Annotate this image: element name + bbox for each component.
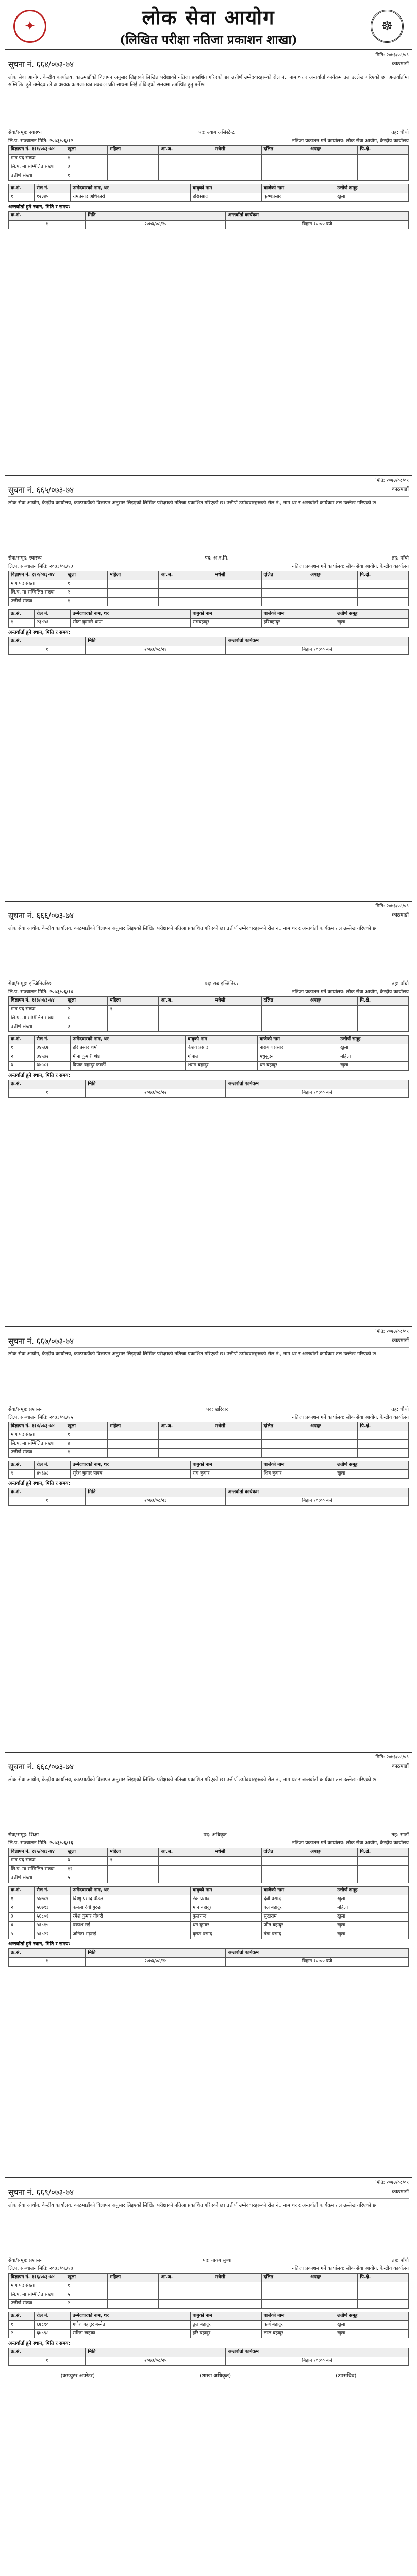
count-row: उत्तीर्ण संख्या १ [9, 172, 409, 181]
count-row: माग पद संख्या १ [9, 1431, 409, 1440]
candidate-table: क्र.सं. रोल नं. उम्मेदवारको नाम, थर बाबुको नाम बाजेको नाम उत्तीर्ण समूह १ २३४५६ सीता कुमारी थापा रामबहादुर हरिबहादुर खुला [8, 609, 409, 628]
count-row: लि.प. मा सम्मिलित संख्या ८ [9, 1014, 409, 1023]
post-count-table: विज्ञापन नं. ११३/०७३-७४ खुला महिला आ.ज. मधेसी दलित अपाङ्ग पि.क्षे. माग पद संख्या २ १ लि.प. मा सम्मिलित संख्या ८ उत्तीर्ण संख्या ३ [8, 996, 409, 1032]
candidate-table: क्र.सं. रोल नं. उम्मेदवारको नाम, थर बाबुको नाम बाजेको नाम उत्तीर्ण समूह १ ५६७८९ विष्णु प्रसाद पौडेल टंक प्रसाद देवी प्रसाद खुला २ ५६७९३ कमला देवी गुरुङ मान बहादुर बल बहादुर महिला ३ ५६८०१ रमेश कुमार चौधरी फुलचन्द सुखराम खुला ४ ५६८१५ प्रकाश राई धन कुमार जीत बहादुर खुला ५ ५६८२२ अनिता भट्टराई कृष्ण प्रसाद गंगा प्रसाद खुला [8, 1886, 409, 1939]
notice-date: मिति: २०७३/०८/०९ [375, 53, 409, 58]
signatures [8, 2366, 409, 2380]
taha-label: तह: पाँचौ [391, 555, 409, 561]
interview-schedule-table: क्र.सं. मिति अन्तर्वार्ता कार्यक्रम १ २०७३/०८/२४ बिहान १०:०० बजे [8, 1948, 409, 1967]
table-row: २ ५६७९३ कमला देवी गुरुङ मान बहादुर बल बहादुर महिला [9, 1904, 409, 1913]
notice-office: काठमाडौं [392, 1338, 409, 1344]
notice-date: मिति: २०७३/०८/०९ [375, 904, 409, 909]
table-row: ३ ३४५८१ दिपक बहादुर कार्की श्याम बहादुर धन बहादुर खुला [9, 1062, 409, 1071]
sewa-label: सेवा/समूह: इन्जिनियरिङ [8, 981, 52, 987]
taha-label: तह: चौथो [391, 130, 409, 135]
post-count-table: विज्ञापन नं. ११६/०७३-७४ खुला महिला आ.ज. मधेसी दलित अपाङ्ग पि.क्षे. माग पद संख्या १ लि.प. मा सम्मिलित संख्या ५ उत्तीर्ण संख्या २ [8, 2273, 409, 2309]
interview-schedule-table: क्र.सं. मिति अन्तर्वार्ता कार्यक्रम १ २०७३/०८/२२ बिहान १०:०० बजे [8, 1080, 409, 1098]
table-row: १ ५६७८९ विष्णु प्रसाद पौडेल टंक प्रसाद देवी प्रसाद खुला [9, 1895, 409, 1904]
count-row: लि.प. मा सम्मिलित संख्या २ [9, 589, 409, 598]
result-notice [5, 49, 412, 475]
schedule-title: अन्तर्वार्ता हुने स्थान, मिति र समय: [8, 630, 71, 635]
interview-schedule-table: क्र.सं. मिति अन्तर्वार्ता कार्यक्रम १ २०७३/०८/२५ बिहान १०:०० बजे [8, 2348, 409, 2366]
count-row: उत्तीर्ण संख्या १ [9, 598, 409, 606]
post-count-table: विज्ञापन नं. ११२/०७३-७४ खुला महिला आ.ज. मधेसी दलित अपाङ्ग पि.क्षे. माग पद संख्या १ लि.प. मा सम्मिलित संख्या २ उत्तीर्ण संख्या १ [8, 571, 409, 606]
result-office-label: नतिजा प्रकाशन गर्ने कार्यालय: लोक सेवा आयोग, केन्द्रीय कार्यालय [292, 1415, 409, 1420]
sewa-label: सेवा/समूह: प्रशासन [8, 2258, 43, 2263]
table-row: १ ६७८९० गणेश बहादुर बस्नेत तुल बहादुर कर्ण बहादुर खुला [9, 2321, 409, 2330]
table-row: १ २३४५६ सीता कुमारी थापा रामबहादुर हरिबहादुर खुला [9, 619, 409, 628]
schedule-title: अन्तर्वार्ता हुने स्थान, मिति र समय: [8, 1481, 71, 1486]
pad-label: पद: सब इन्जिनियर [204, 981, 239, 987]
written-date-label: लि.प. सञ्चालन मिति: २०७३/०६/१४ [8, 989, 73, 995]
sewa-label: सेवा/समूह: स्वास्थ्य [8, 130, 42, 135]
table-row: २ ६७८९८ सरिता खड्का हरि बहादुर लाल बहादुर खुला [9, 2330, 409, 2338]
table-row: १ ३४५६७ हरि प्रसाद शर्मा केशव प्रसाद नारायण प्रसाद खुला [9, 1044, 409, 1053]
pad-label: पद: अ.न.मि. [205, 555, 229, 561]
table-row: ५ ५६८२२ अनिता भट्टराई कृष्ण प्रसाद गंगा प्रसाद खुला [9, 1930, 409, 1939]
taha-label: तह: पाँचौ [391, 981, 409, 987]
interview-schedule-table: क्र.सं. मिति अन्तर्वार्ता कार्यक्रम १ २०७३/०८/२३ बिहान १०:०० बजे [8, 1488, 409, 1506]
result-office-label: नतिजा प्रकाशन गर्ने कार्यालय: लोक सेवा आयोग, केन्द्रीय कार्यालय [292, 2266, 409, 2272]
candidate-table: क्र.सं. रोल नं. उम्मेदवारको नाम, थर बाबुको नाम बाजेको नाम उत्तीर्ण समूह १ १२३४५ रामप्रसाद अधिकारी हरिप्रसाद कृष्णप्रसाद खुला [8, 184, 409, 202]
sewa-label: सेवा/समूह: शिक्षा [8, 1832, 39, 1838]
page-title: लोक सेवा आयोग [142, 6, 275, 29]
post-count-table: विज्ञापन नं. १११/०७३-७४ खुला महिला आ.ज. मधेसी दलित अपाङ्ग पि.क्षे. माग पद संख्या १ लि.प. मा सम्मिलित संख्या ३ उत्तीर्ण संख्या १ [8, 145, 409, 181]
table-row: १ २०७३/०८/२५ बिहान १०:०० बजे [9, 2357, 409, 2366]
result-notice [5, 1752, 412, 2177]
notice-office: काठमाडौं [392, 912, 409, 919]
page-subtitle: (लिखित परीक्षा नतिजा प्रकाशन शाखा) [120, 31, 297, 47]
result-office-label: नतिजा प्रकाशन गर्ने कार्यालय: लोक सेवा आयोग, केन्द्रीय कार्यालय [292, 1840, 409, 1846]
notice-paragraph: लोक सेवा आयोग, केन्द्रीय कार्यालय, काठमाडौंको विज्ञापन अनुसार लिइएको लिखित परीक्षाको नतिजा प्रकाशित गरिएको छ। उत्तीर्ण उम्मेदवारहरूको रोल नं., नाम थर र अन्तर्वार्ता कार्यक्रम तल उल्लेख गरिएको छ। [8, 1351, 378, 1357]
table-row: ४ ५६८१५ प्रकाश राई धन कुमार जीत बहादुर खुला [9, 1922, 409, 1930]
table-row: १ २०७३/०८/२० बिहान १०:०० बजे [9, 221, 409, 229]
post-count-table: विज्ञापन नं. ११४/०७३-७४ खुला महिला आ.ज. मधेसी दलित अपाङ्ग पि.क्षे. माग पद संख्या १ लि.प. मा सम्मिलित संख्या ४ उत्तीर्ण संख्या १ [8, 1422, 409, 1458]
notice-office: काठमाडौं [392, 1764, 409, 1770]
result-notice [5, 1326, 412, 1752]
notice-number: सूचना नं. ६६६/०७३-७४ [8, 911, 74, 921]
notice-paragraph: लोक सेवा आयोग, केन्द्रीय कार्यालय, काठमाडौंको विज्ञापन अनुसार लिइएको लिखित परीक्षाको नतिजा प्रकाशित गरिएको छ। उत्तीर्ण उम्मेदवारहरूको रोल नं., नाम थर र अन्तर्वार्ता कार्यक्रम तल उल्लेख गरिएको छ। [8, 1777, 378, 1783]
taha-label: तह: चौथो [391, 1406, 409, 1412]
count-row: माग पद संख्या १ [9, 580, 409, 589]
pad-label: पद: अधिकृत [203, 1832, 227, 1838]
written-date-label: लि.प. सञ्चालन मिति: २०७३/०६/१७ [8, 2266, 73, 2272]
count-row: उत्तीर्ण संख्या ५ [9, 1874, 409, 1883]
table-row: ३ ५६८०१ रमेश कुमार चौधरी फुलचन्द सुखराम खुला [9, 1913, 409, 1922]
count-row: माग पद संख्या ३ १ [9, 1857, 409, 1866]
count-row: माग पद संख्या १ [9, 155, 409, 163]
result-office-label: नतिजा प्रकाशन गर्ने कार्यालय: लोक सेवा आयोग, केन्द्रीय कार्यालय [292, 138, 409, 144]
candidate-table: क्र.सं. रोल नं. उम्मेदवारको नाम, थर बाबुको नाम बाजेको नाम उत्तीर्ण समूह १ ३४५६७ हरि प्रसाद शर्मा केशव प्रसाद नारायण प्रसाद खुला २ ३४५७२ मीना कुमारी श्रेष्ठ गोपाल मधुसुदन महिला ३ ३४५८१ दिपक बहादुर कार्की श्याम बहादुर धन बहादुर खुला [8, 1035, 409, 1071]
notice-paragraph: लोक सेवा आयोग, केन्द्रीय कार्यालय, काठमाडौंको विज्ञापन अनुसार लिइएको लिखित परीक्षाको नतिजा प्रकाशित गरिएको छ। उत्तीर्ण उम्मेदवारहरूको रोल नं., नाम थर र अन्तर्वार्ता कार्यक्रम तल उल्लेख गरिएको छ। [8, 2202, 378, 2208]
count-row: उत्तीर्ण संख्या २ [9, 2300, 409, 2309]
taha-label: तह: सातौं [391, 1832, 409, 1838]
written-date-label: लि.प. सञ्चालन मिति: २०७३/०६/१६ [8, 1840, 73, 1846]
notice-number: सूचना नं. ६६८/०७३-७४ [8, 1762, 74, 1772]
interview-schedule-table: क्र.सं. मिति अन्तर्वार्ता कार्यक्रम १ २०७३/०८/२१ बिहान १०:०० बजे [8, 637, 409, 655]
table-row: १ २०७३/०८/२३ बिहान १०:०० बजे [9, 1497, 409, 1506]
result-notice [5, 2177, 412, 2576]
table-row: १ २०७३/०८/२१ बिहान १०:०० बजे [9, 646, 409, 655]
count-row: माग पद संख्या २ १ [9, 1006, 409, 1014]
pad-label: पद: नायब सुब्बा [203, 2258, 232, 2263]
schedule-title: अन्तर्वार्ता हुने स्थान, मिति र समय: [8, 204, 71, 210]
count-row: उत्तीर्ण संख्या १ [9, 1449, 409, 1458]
notice-office: काठमाडौं [392, 61, 409, 67]
table-row: १ ४५६७८ सुरेश कुमार यादव राम कुमार शिव कुमार खुला [9, 1470, 409, 1479]
result-notice [5, 475, 412, 901]
pad-label: पद: खरिदार [206, 1406, 228, 1412]
sewa-label: सेवा/समूह: प्रशासन [8, 1406, 43, 1412]
signature-label: (शाखा अधिकृत) [199, 2373, 231, 2379]
notice-office: काठमाडौं [392, 2189, 409, 2195]
candidate-table: क्र.सं. रोल नं. उम्मेदवारको नाम, थर बाबुको नाम बाजेको नाम उत्तीर्ण समूह १ ६७८९० गणेश बहादुर बस्नेत तुल बहादुर कर्ण बहादुर खुला २ ६७८९८ सरिता खड्का हरि बहादुर लाल बहादुर खुला [8, 2312, 409, 2338]
notice-number: सूचना नं. ६६५/०७३-७४ [8, 485, 74, 495]
sewa-label: सेवा/समूह: स्वास्थ्य [8, 555, 42, 561]
notices-list [5, 49, 412, 2576]
header [5, 0, 412, 49]
schedule-title: अन्तर्वार्ता हुने स्थान, मिति र समय: [8, 2341, 71, 2346]
interview-schedule-table: क्र.सं. मिति अन्तर्वार्ता कार्यक्रम १ २०७३/०८/२० बिहान १०:०० बजे [8, 211, 409, 229]
notice-date: मिति: २०७३/०८/०९ [375, 478, 409, 483]
schedule-title: अन्तर्वार्ता हुने स्थान, मिति र समय: [8, 1941, 71, 1947]
signature-label: (कम्प्युटर अपरेटर) [60, 2373, 95, 2379]
table-row: १ १२३४५ रामप्रसाद अधिकारी हरिप्रसाद कृष्णप्रसाद खुला [9, 193, 409, 202]
written-date-label: लि.प. सञ्चालन मिति: २०७३/०६/१२ [8, 138, 73, 144]
notice-date: मिति: २०७३/०८/०९ [375, 2180, 409, 2185]
pad-label: पद: ल्याब असिस्टेन्ट [198, 130, 235, 135]
notice-paragraph: लोक सेवा आयोग, केन्द्रीय कार्यालय, काठमाडौंको विज्ञापन अनुसार लिइएको लिखित परीक्षाको नतिजा प्रकाशित गरिएको छ। उत्तीर्ण उम्मेदवारहरूको रोल नं., नाम थर र अन्तर्वार्ता कार्यक्रम तल उल्लेख गरिएको छ। [8, 926, 378, 931]
written-date-label: लि.प. सञ्चालन मिति: २०७३/०६/१५ [8, 1415, 73, 1420]
notice-paragraph: लोक सेवा आयोग, केन्द्रीय कार्यालय, काठमाडौंको विज्ञापन अनुसार लिइएको लिखित परीक्षाको नतिजा प्रकाशित गरिएको छ। उत्तीर्ण उम्मेदवारहरूको रोल नं., नाम थर र अन्तर्वार्ता कार्यक्रम तल उल्लेख गरिएको छ। [8, 500, 378, 506]
count-row: लि.प. मा सम्मिलित संख्या ३ [9, 163, 409, 172]
count-row: माग पद संख्या १ [9, 2282, 409, 2291]
result-office-label: नतिजा प्रकाशन गर्ने कार्यालय: लोक सेवा आयोग, केन्द्रीय कार्यालय [292, 989, 409, 995]
candidate-table: क्र.सं. रोल नं. उम्मेदवारको नाम, थर बाबुको नाम बाजेको नाम उत्तीर्ण समूह १ ४५६७८ सुरेश कुमार यादव राम कुमार शिव कुमार खुला [8, 1461, 409, 1479]
post-count-table: विज्ञापन नं. ११५/०७३-७४ खुला महिला आ.ज. मधेसी दलित अपाङ्ग पि.क्षे. माग पद संख्या ३ १ लि.प. मा सम्मिलित संख्या १२ उत्तीर्ण संख्या ५ [8, 1848, 409, 1883]
notice-office: काठमाडौं [392, 487, 409, 493]
signature-label: (उपसचिव) [336, 2373, 357, 2379]
taha-label: तह: पाँचौ [391, 2258, 409, 2263]
notice-date: मिति: २०७३/०८/०९ [375, 1755, 409, 1760]
table-row: १ २०७३/०८/२४ बिहान १०:०० बजे [9, 1958, 409, 1967]
nepal-emblem-icon: ✦ [13, 10, 46, 43]
count-row: लि.प. मा सम्मिलित संख्या १२ [9, 1866, 409, 1874]
result-office-label: नतिजा प्रकाशन गर्ने कार्यालय: लोक सेवा आयोग, केन्द्रीय कार्यालय [292, 564, 409, 569]
count-row: उत्तीर्ण संख्या ३ [9, 1023, 409, 1032]
written-date-label: लि.प. सञ्चालन मिति: २०७३/०६/१३ [8, 564, 73, 569]
count-row: लि.प. मा सम्मिलित संख्या ४ [9, 1440, 409, 1449]
notice-paragraph: लोक सेवा आयोग, केन्द्रीय कार्यालय, काठमाडौंको विज्ञापन अनुसार लिइएको लिखित परीक्षाको नतिजा प्रकाशित गरिएको छ। उत्तीर्ण उम्मेदवारहरूको रोल नं., नाम थर र अन्तर्वार्ता कार्यक्रम तल उल्लेख गरिएको छ। अन्तर्वार्तामा सम्मिलित हुने उम्मेदवारले आवश्यक कागजातका सक्कल प्रति साथमा लिई तोकिएको समयमा उपस्थित हुनु पर्नेछ। [8, 75, 409, 88]
table-row: २ ३४५७२ मीना कुमारी श्रेष्ठ गोपाल मधुसुदन महिला [9, 1053, 409, 1062]
result-notice [5, 901, 412, 1326]
table-row: १ २०७३/०८/२२ बिहान १०:०० बजे [9, 1089, 409, 1098]
notice-number: सूचना नं. ६६९/०७३-७४ [8, 2188, 74, 2197]
notice-number: सूचना नं. ६६७/०७३-७४ [8, 1336, 74, 1346]
commission-seal-icon: ☸ [371, 10, 404, 43]
schedule-title: अन्तर्वार्ता हुने स्थान, मिति र समय: [8, 1073, 71, 1078]
notice-date: मिति: २०७३/०८/०९ [375, 1329, 409, 1334]
notice-number: सूचना नं. ६६४/०७३-७४ [8, 60, 74, 70]
count-row: लि.प. मा सम्मिलित संख्या ५ [9, 2291, 409, 2300]
